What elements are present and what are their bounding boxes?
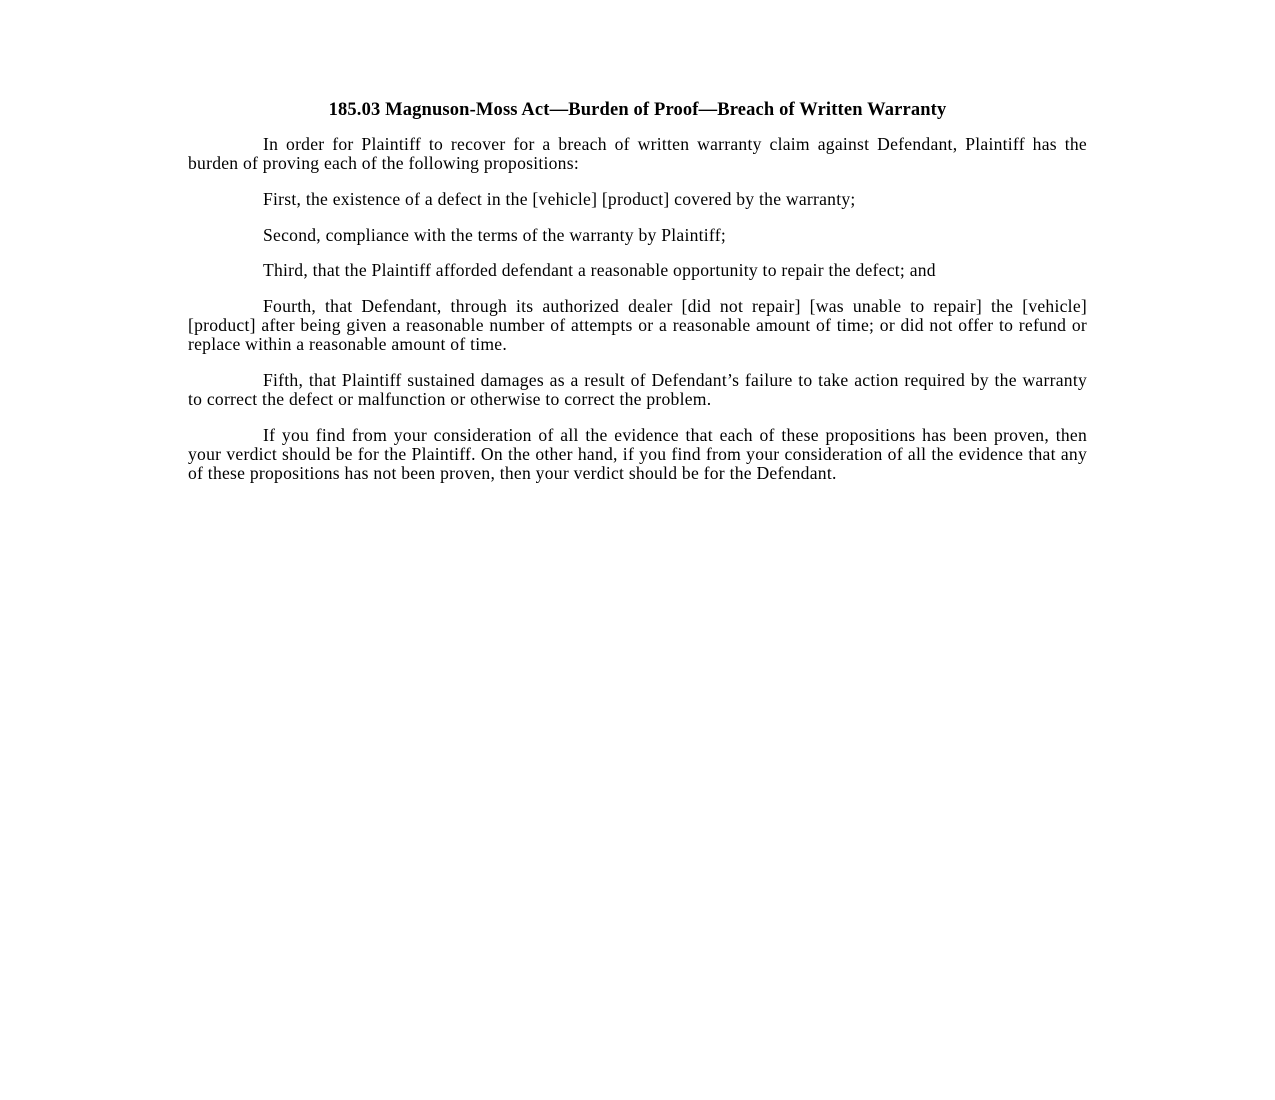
proposition-fourth: Fourth, that Defendant, through its authorized dealer [did not repair] [was unable to repair] the [vehicle] [product] after being given a reasonable number of attempts or a reasonable amount of time; or did not offer to refund or replace within a reasonable amount of time. xyxy=(188,296,1087,355)
proposition-third: Third, that the Plaintiff afforded defendant a reasonable opportunity to repair the defect; and xyxy=(263,260,936,281)
proposition-fifth: Fifth, that Plaintiff sustained damages as a result of Defendant’s failure to take action required by the warranty to correct the defect or malfunction or otherwise to correct the problem. xyxy=(188,370,1087,410)
intro-paragraph: In order for Plaintiff to recover for a breach of written warranty claim against Defendant, Plaintiff has the burden of proving each of the following propositions: xyxy=(188,134,1087,174)
document-title: 185.03 Magnuson-Moss Act—Burden of Proof—Breach of Written Warranty xyxy=(328,100,947,120)
proposition-first: First, the existence of a defect in the [vehicle] [product] covered by the warranty; xyxy=(263,188,856,209)
verdict-paragraph: If you find from your consideration of all the evidence that each of these propositions has been proven, then your verdict should be for the Plaintiff. On the other hand, if you find from your consideration of all the evidence that any of these propositions has not been proven, then your verdict should be for the Defendant. xyxy=(188,425,1087,484)
proposition-second: Second, compliance with the terms of the warranty by Plaintiff; xyxy=(263,224,726,245)
document-page xyxy=(188,99,1087,500)
